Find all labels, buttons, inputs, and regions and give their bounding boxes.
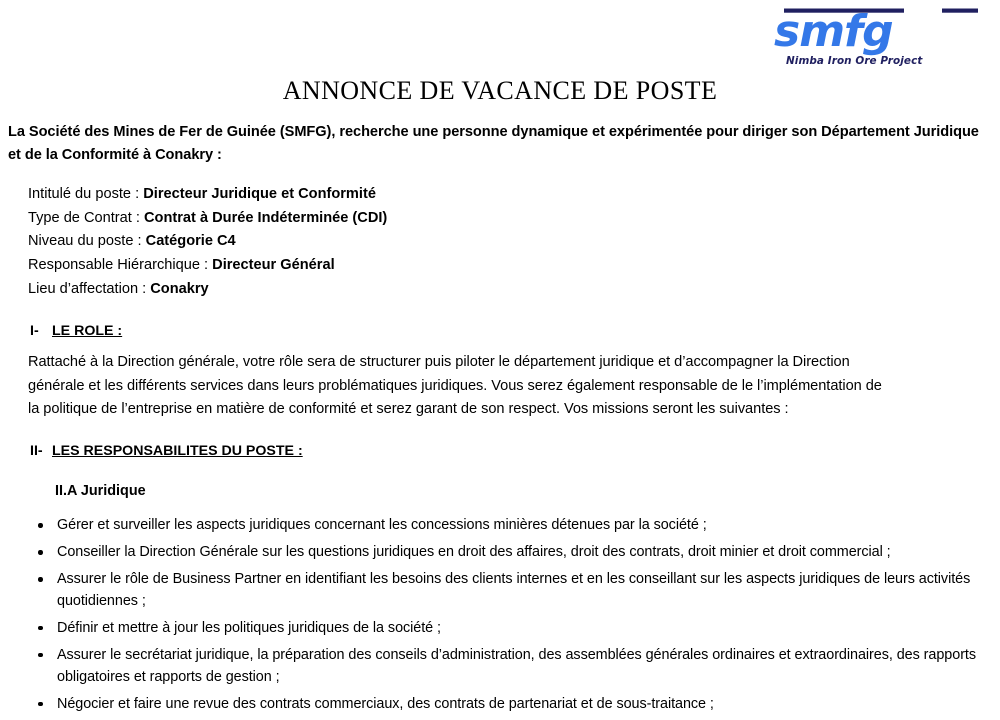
intro-paragraph: La Société des Mines de Fer de Guinée (SMFG), recherche une personne dynamique et expérimentée pour diriger son Département Juridique et de la Conformité à Conakry :	[8, 124, 979, 164]
document-body	[0, 121, 1000, 720]
smfg-logo	[766, 4, 988, 72]
logo-wordmark: smfg	[774, 6, 893, 57]
detail-label: Lieu d’affectation :	[28, 280, 147, 297]
section-title: LE ROLE :	[52, 323, 123, 340]
section-heading-responsibilities	[0, 443, 1000, 459]
job-details-list	[28, 183, 1000, 301]
role-paragraph: Rattaché à la Direction générale, votre rôle sera de structurer puis piloter le département juridique et d’accompagner la Direction générale et les différents services dans leurs problématiques juridiques. Vous serez également responsable de le l’implémentation de la politique de l’entreprise en matière de conformité et serez garant de son respect. Vos missions seront les suivantes :	[28, 354, 882, 417]
section-title: LES RESPONSABILITES DU POSTE :	[52, 443, 303, 460]
detail-row	[28, 207, 1000, 231]
detail-label: Niveau du poste :	[28, 233, 142, 250]
detail-value: Directeur Juridique et Conformité	[143, 186, 376, 203]
detail-row	[28, 278, 1000, 302]
list-item: Définir et mettre à jour les politiques juridiques de la société ;	[57, 618, 992, 640]
list-item: Gérer et surveiller les aspects juridiques concernant les concessions minières détenues par la société ;	[57, 515, 992, 537]
logo-tagline: Nimba Iron Ore Project	[786, 55, 923, 67]
smfg-logo-graphic	[766, 4, 988, 72]
subsection-heading-juridique: II.A Juridique	[55, 483, 146, 500]
detail-value: Catégorie C4	[145, 233, 236, 250]
detail-label: Intitulé du poste :	[28, 186, 140, 203]
detail-value: Conakry	[150, 280, 209, 297]
section-heading-role	[0, 323, 1000, 339]
responsibilities-list	[0, 515, 992, 715]
list-item: Conseiller la Direction Générale sur les questions juridiques en droit des affaires, droit des contrats, droit minier et droit commercial ;	[57, 542, 992, 564]
document-title: ANNONCE DE VACANCE DE POSTE	[282, 76, 718, 105]
detail-label: Type de Contrat :	[28, 209, 140, 226]
detail-row	[28, 183, 1000, 207]
list-item: Assurer le secrétariat juridique, la préparation des conseils d’administration, des assemblées générales ordinaires et extraordinaires, des rapports obligatoires et rapports de gestion ;	[57, 645, 992, 689]
logo-top-rule-right	[942, 9, 978, 13]
detail-row	[28, 254, 1000, 278]
detail-row	[28, 230, 1000, 254]
detail-value: Contrat à Durée Indéterminée (CDI)	[144, 209, 388, 226]
list-item: Négocier et faire une revue des contrats commerciaux, des contrats de partenariat et de sous-traitance ;	[57, 694, 992, 716]
detail-value: Directeur Général	[212, 257, 335, 274]
list-item: Assurer le rôle de Business Partner en identifiant les besoins des clients internes et en les conseillant sur les aspects juridiques de leurs activités quotidiennes ;	[57, 569, 992, 613]
detail-label: Responsable Hiérarchique :	[28, 257, 209, 274]
section-number: I-	[30, 323, 39, 340]
section-number: II-	[30, 443, 43, 460]
